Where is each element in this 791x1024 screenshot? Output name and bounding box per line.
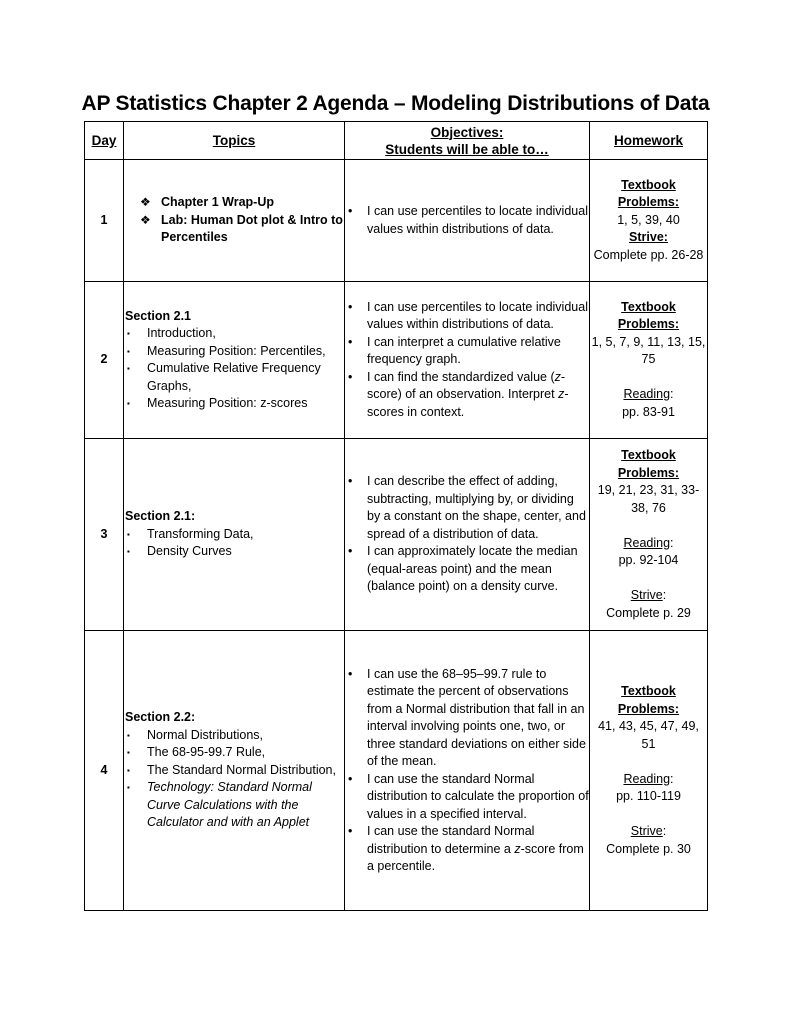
objective-text: I can find the standardized value (: [367, 369, 555, 384]
objective-item: • I can use the 68–95–99.7 rule to estimate the percent of observations from a Normal distribution that fall in an interval involving points one, two, or three standard deviations on either side of the mean.: [345, 666, 589, 771]
textbook-label: Textbook Problems:: [617, 684, 680, 716]
objectives-cell: [345, 160, 590, 282]
header-objectives: [345, 122, 590, 160]
section-title: Section 2.2:: [125, 710, 196, 725]
topic-item: ▪ The Standard Normal Distribution,: [124, 762, 344, 780]
objective-item: • I can interpret a cumulative relative frequency graph.: [345, 334, 589, 369]
strive-label-line: Strive:: [630, 588, 667, 602]
objective-text: -score) of an observation. Interpret: [367, 369, 566, 402]
page-title: AP Statistics Chapter 2 Agenda – Modeling Distributions of Data: [81, 92, 710, 115]
textbook-label: Textbook Problems:: [617, 448, 680, 480]
reading-label: Reading: [623, 387, 671, 402]
objective-text: I can use the standard Normal distribution to determine a: [367, 824, 535, 856]
topic-list: [124, 325, 344, 413]
z-letter: z: [514, 841, 521, 856]
topic-item: ▪ Measuring Position: z-scores: [124, 395, 344, 413]
section-title: Section 2.1: [125, 308, 191, 323]
day-cell: 3: [85, 439, 124, 631]
reading-label-line: Reading:: [623, 535, 674, 550]
table-row: [85, 631, 708, 911]
textbook-label: Textbook Problems:: [617, 299, 680, 332]
problems-text: 1, 5, 39, 40: [617, 212, 680, 227]
agenda-table: [84, 121, 708, 911]
objective-item: • I can describe the effect of adding, subtracting, multiplying by, or dividing by a constant on the shape, center, and spread of a distribution of data.: [345, 473, 589, 543]
objective-text: -score from a percentile.: [367, 841, 584, 873]
topic-item: ▪ Normal Distributions,: [124, 727, 344, 745]
objective-item: [345, 823, 589, 876]
strive-text: Complete pp. 26-28: [593, 247, 704, 262]
strive-text: Complete p. 30: [606, 841, 691, 856]
objectives-cell: [345, 439, 590, 631]
reading-text: pp. 92-104: [618, 553, 679, 567]
topics-cell: [124, 631, 345, 911]
topic-item: ▪ Cumulative Relative Frequency Graphs,: [124, 360, 344, 395]
strive-label: Strive: [630, 588, 663, 602]
homework-cell: [590, 160, 708, 282]
header-row: [85, 122, 708, 160]
reading-text: pp. 110-119: [616, 789, 681, 803]
objectives-cell: [345, 631, 590, 911]
header-objectives-line1: Objectives:: [430, 124, 504, 140]
topic-list: [124, 526, 344, 561]
reading-label-line: Reading:: [623, 387, 674, 402]
table-row: [85, 439, 708, 631]
objective-item: [345, 369, 589, 422]
objective-list: [345, 666, 589, 876]
topic-item: ▪ Introduction,: [124, 325, 344, 343]
objectives-cell: [345, 282, 590, 439]
z-letter: z: [558, 387, 565, 402]
z-letter: z: [554, 369, 561, 384]
day-cell: 2: [85, 282, 124, 439]
reading-label-line: Reading:: [623, 771, 674, 786]
strive-label-line: Strive:: [630, 824, 667, 838]
problems-text: 41, 43, 45, 47, 49, 51: [598, 719, 699, 751]
objective-item: • I can use percentiles to locate individual values within distributions of data.: [345, 203, 589, 238]
header-day: Day: [85, 122, 124, 160]
section-title: Section 2.1:: [125, 509, 196, 524]
topics-cell: [124, 160, 345, 282]
topic-item: ▪ The 68-95-99.7 Rule,: [124, 744, 344, 762]
header-homework: Homework: [590, 122, 708, 160]
topics-cell: [124, 282, 345, 439]
day-cell: 1: [85, 160, 124, 282]
topic-item: ❖ Chapter 1 Wrap-Up: [140, 194, 344, 212]
topic-item: ❖ Lab: Human Dot plot & Intro to Percentiles: [140, 212, 344, 247]
header-topics: Topics: [124, 122, 345, 160]
objective-list: [345, 473, 589, 596]
objective-item: • I can use the standard Normal distribution to calculate the proportion of values in a specified interval.: [345, 771, 589, 824]
header-objectives-line2: Students will be able to…: [385, 141, 549, 157]
reading-label: Reading: [623, 535, 671, 550]
strive-label: Strive: [630, 824, 663, 838]
textbook-label: Textbook Problems:: [617, 177, 680, 210]
reading-label: Reading: [623, 771, 671, 786]
topic-item: ▪ Density Curves: [124, 543, 344, 561]
strive-text: Complete p. 29: [606, 605, 691, 620]
homework-cell: [590, 631, 708, 911]
problems-text: 1, 5, 7, 9, 11, 13, 15, 75: [591, 334, 706, 367]
problems-text: 19, 21, 23, 31, 33-38, 76: [597, 483, 700, 515]
objective-item: • I can approximately locate the median (equal-areas point) and the mean (balance point) on a density curve.: [345, 543, 589, 596]
topic-item: ▪ Transforming Data,: [124, 526, 344, 544]
strive-label: Strive:: [629, 230, 668, 245]
table-row: [85, 160, 708, 282]
reading-text: pp. 83-91: [622, 404, 675, 419]
objective-text: -scores in context.: [367, 387, 569, 419]
topic-list: [124, 194, 344, 247]
technology-topic: Technology: Standard Normal Curve Calculations with the Calculator and with an Applet: [147, 780, 312, 830]
objective-item: • I can use percentiles to locate individual values within distributions of data.: [345, 299, 589, 334]
topic-item: [124, 779, 344, 832]
homework-cell: [590, 439, 708, 631]
topic-item: ▪ Measuring Position: Percentiles,: [124, 343, 344, 361]
objective-list: [345, 203, 589, 238]
topic-list: [124, 727, 344, 832]
topics-cell: [124, 439, 345, 631]
objective-list: [345, 299, 589, 422]
homework-cell: [590, 282, 708, 439]
table-row: [85, 282, 708, 439]
day-cell: 4: [85, 631, 124, 911]
